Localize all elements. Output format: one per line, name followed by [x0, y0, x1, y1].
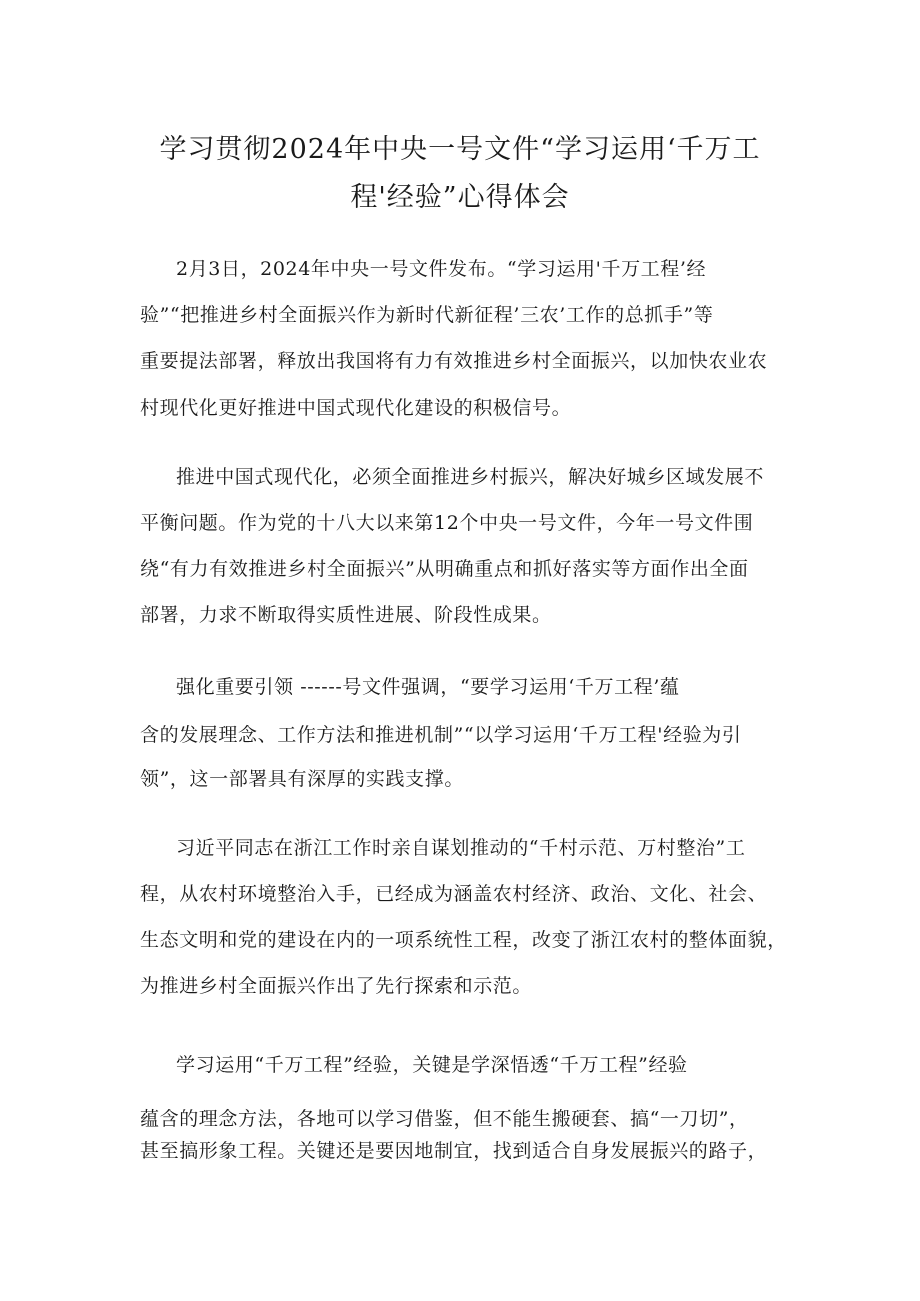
paragraph-1-line-2: 验”“把推进乡村全面振兴作为新时代新征程’三农’工作的总抓手”等: [140, 304, 714, 326]
paragraph-4-line-2: 程，从农村环境整治入手，已经成为涵盖农村经济、政治、文化、社会、: [140, 883, 768, 905]
paragraph-2-line-1: 推进中国式现代化，必须全面推进乡村振兴，解决好城乡区域发展不: [176, 466, 765, 488]
paragraph-5-line-2: 蕴含的理念方法，各地可以学习借鉴，但不能生搬硬套、搞“一刀切”，: [140, 1108, 749, 1130]
paragraph-2-line-3: 绕“有力有效推进乡村全面振兴”从明确重点和抓好落实等方面作出全面: [140, 558, 749, 580]
paragraph-2-line-4: 部署，力求不断取得实质性进展、阶段性成果。: [140, 604, 552, 626]
paragraph-5-line-3: 甚至搞形象工程。关键还是要因地制宜，找到适合自身发展振兴的路子，: [140, 1140, 768, 1162]
paragraph-4-line-1: 习近平同志在浙江工作时亲自谋划推动的“千村示范、万村整治”工: [176, 837, 746, 859]
paragraph-3-line-3: 领”，这一部署具有深厚的实践支撑。: [140, 768, 464, 790]
paragraph-3-line-2: 含的发展理念、工作方法和推进机制”“以学习运用‘千万工程'经验为引: [140, 724, 742, 746]
paragraph-5-line-1: 学习运用“千万工程”经验，关键是学深悟透“千万工程”经验: [176, 1054, 688, 1076]
paragraph-1-line-3: 重要提法部署，释放出我国将有力有效推进乡村全面振兴，以加快农业农: [140, 350, 768, 372]
title-line-2: 程'经验”心得体会: [350, 182, 570, 213]
document-title: [120, 126, 800, 222]
paragraph-4-line-4: 为推进乡村全面振兴作出了先行探索和示范。: [140, 975, 533, 997]
paragraph-4-line-3: 生态文明和党的建设在内的一项系统性工程，改变了浙江农村的整体面貌，: [140, 929, 787, 951]
paragraph-1-line-1: 2月3日，2024年中央一号文件发布。“学习运用'千万工程’经: [176, 258, 707, 280]
title-line-1: 学习贯彻2024年中央一号文件“学习运用‘千万工: [159, 134, 761, 165]
paragraph-2-line-2: 平衡问题。作为党的十八大以来第12个中央一号文件，今年一号文件围: [140, 512, 754, 534]
paragraph-1-line-4: 村现代化更好推进中国式现代化建设的积极信号。: [140, 397, 572, 419]
paragraph-3-line-1: 强化重要引领 ------号文件强调，“要学习运用‘千万工程’蕴: [176, 676, 680, 698]
